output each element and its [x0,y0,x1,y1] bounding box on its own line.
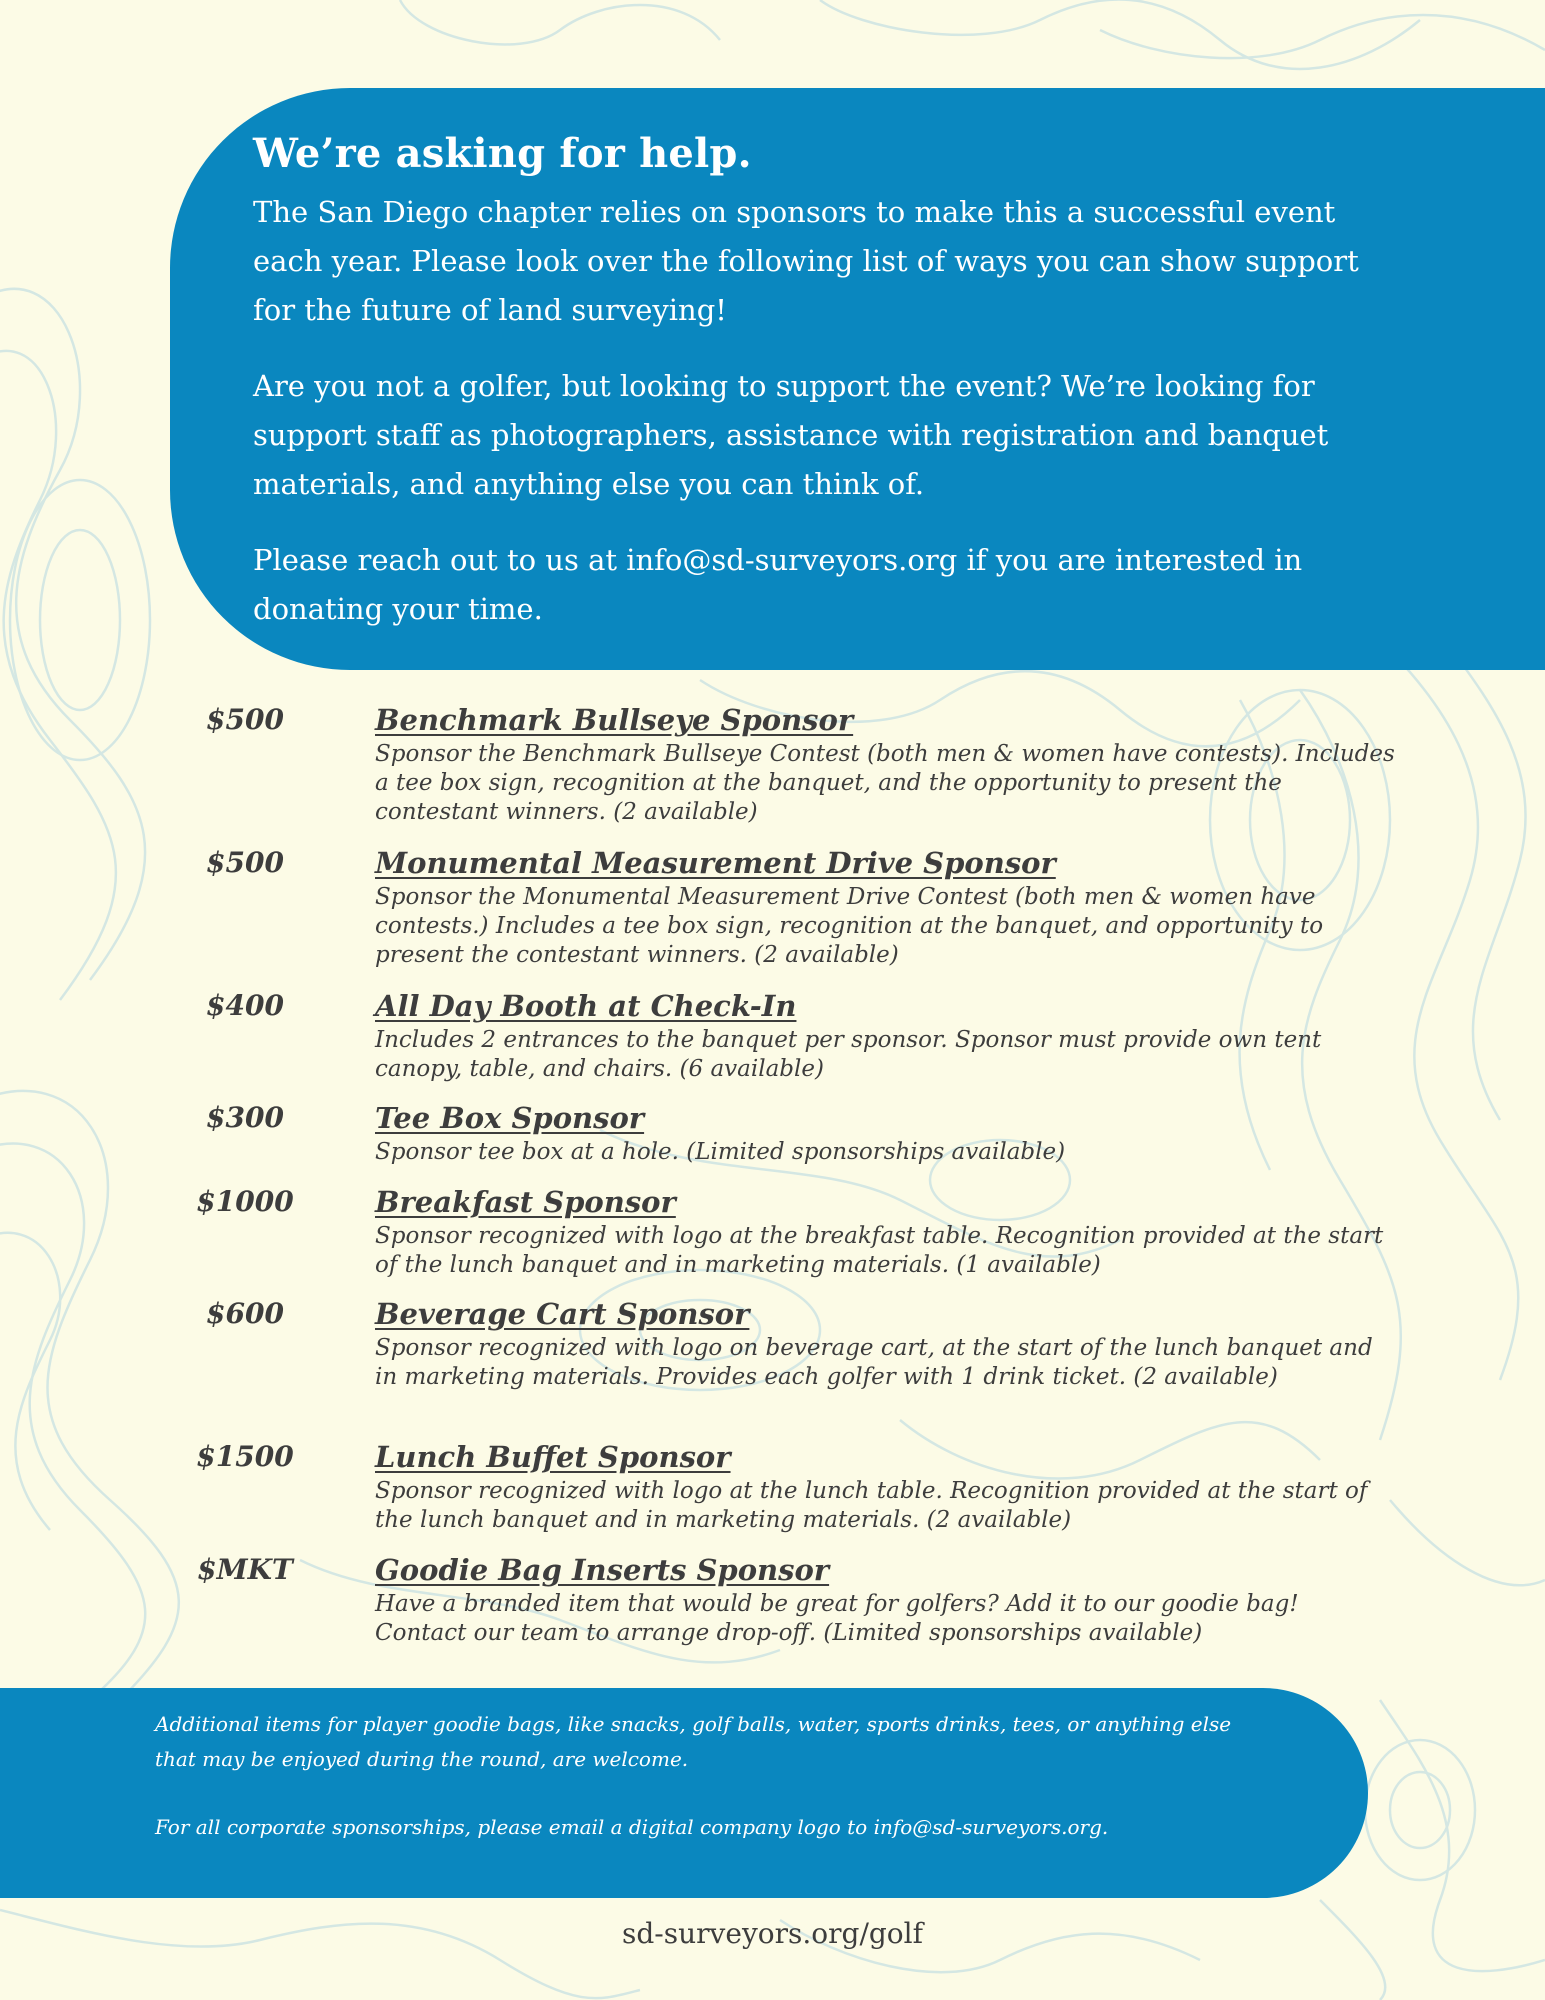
sponsorship-body [375,1294,1395,1392]
intro-paragraph: Are you not a golfer, but looking to support the event? We’re looking for support staff as photographers, assistance with registration and banquet materials, and anything else you can think of. [253,369,1329,501]
sponsorship-body [375,700,1395,827]
sponsorship-description: Have a branded item that would be great for golfers? Add it to our goodie bag! Contact our team to arrange drop-off. (Limited sponsorships available) [375,1591,1299,1646]
contour-line [1390,1500,1545,1585]
sponsorship-price: $500 [206,703,284,736]
sponsorship-description: Sponsor the Monumental Measurement Drive Contest (both men & women have contests.) Includes a tee box sign, recognition at the banquet, and opportunity to present the contestant winners. (2 available) [375,884,1324,968]
contour-line [1100,15,1545,58]
contour-line [0,1144,145,1700]
contour-ring [10,480,150,760]
sponsorship-price: $300 [206,1101,284,1134]
sponsorship-price: $400 [206,989,284,1022]
intro-paragraph: Please reach out to us at info@sd-surveyors.org if you are interested in donating your time. [253,543,1303,626]
contour-line [1380,640,1518,1380]
contour-line [0,289,145,980]
sponsorship-body [375,1437,1395,1535]
sponsorship-title: Benchmark Bullseye Sponsor [375,703,854,737]
notes-content [155,1707,1265,1845]
sponsorship-title: Lunch Buffet Sponsor [375,1440,731,1474]
sponsorship-body [375,1182,1395,1280]
contour-line [1430,620,1526,1120]
sponsorship-title: Breakfast Sponsor [375,1185,676,1219]
intro-paragraph: The San Diego chapter relies on sponsors to make this a successful event each year. Please look over the following list of ways you can show support for the future of land surveying! [253,195,1359,327]
contour-ring [1390,1772,1450,1848]
contour-line [0,1233,60,1530]
logo-request-note: For all corporate sponsorships, please email a digital company logo to info@sd-surveyors.org. [155,1815,1109,1839]
sponsorship-title: All Day Booth at Check-In [375,989,797,1023]
sponsorship-body [375,1550,1395,1648]
footer-url[interactable]: sd-surveyors.org/golf [622,1917,923,1950]
sponsorship-body [375,843,1395,970]
sponsorship-description: Sponsor recognized with logo at the lunch table. Recognition provided at the start of the lunch banquet and in marketing materials. (2 available) [375,1478,1368,1533]
sponsorship-price: $1000 [196,1185,294,1218]
sponsorship-description: Sponsor the Benchmark Bullseye Contest (both men & women have contests). Includes a tee box sign, recognition at the banquet, and the opportunity to present the contestant winners. (2 available) [375,741,1395,825]
sponsorship-title: Beverage Cart Sponsor [375,1297,750,1331]
sponsorship-price: $600 [206,1297,284,1330]
sponsorship-body [375,1098,1395,1167]
sponsorship-description: Includes 2 entrances to the banquet per sponsor. Sponsor must provide own tent canopy, table, and chairs. (6 available) [375,1027,1322,1082]
sponsorship-description: Sponsor recognized with logo on beverage cart, at the start of the lunch banquet and in marketing materials. Provides each golfer with 1 drink ticket. (2 available) [375,1335,1373,1390]
sponsorship-title: Monumental Measurement Drive Sponsor [375,846,1056,880]
contour-line [400,0,720,44]
sponsorship-description: Sponsor recognized with logo at the breakfast table. Recognition provided at the start of the lunch banquet and in marketing materials. (1 available) [375,1223,1384,1278]
goodie-bag-note: Additional items for player goodie bags, like snacks, golf balls, water, sports drinks, tees, or anything else that may be enjoyed during the round, are welcome. [155,1712,1232,1771]
intro-content [253,122,1403,634]
sponsorship-body [375,986,1395,1084]
intro-heading: We’re asking for help. [253,130,752,177]
contour-ring [40,530,120,710]
sponsorship-price: $MKT [197,1553,293,1586]
contour-line [0,351,116,1000]
sponsorship-price: $500 [206,846,284,879]
sponsorship-price: $1500 [196,1440,294,1473]
sponsorship-title: Tee Box Sponsor [375,1101,645,1135]
sponsorship-title: Goodie Bag Inserts Sponsor [375,1553,830,1587]
sponsorship-description: Sponsor tee box at a hole. (Limited sponsorships available) [375,1139,1066,1165]
contour-line [0,1091,179,1700]
